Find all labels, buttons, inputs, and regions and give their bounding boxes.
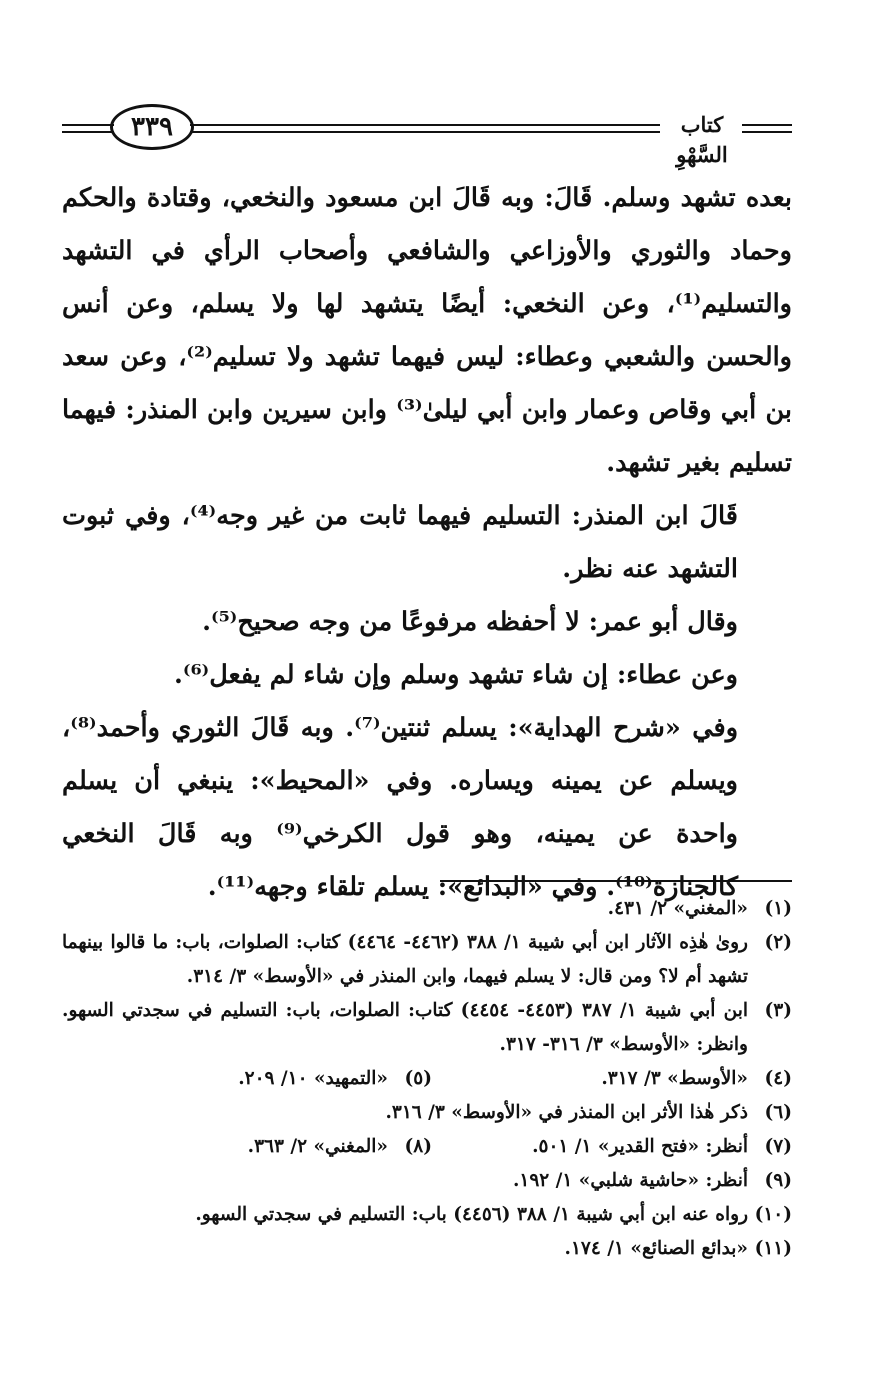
footnote-row — [62, 1062, 792, 1096]
footnote-text: أنظر: «فتح القدير» ١/ ٥٠١. — [532, 1136, 748, 1157]
footnote-number: (١١) — [754, 1238, 792, 1259]
footnote-number: (١) — [764, 898, 792, 919]
header-rule — [62, 131, 114, 133]
footnote-text: «التمهيد» ١٠/ ٢٠٩. — [238, 1068, 388, 1089]
header-rule — [190, 124, 660, 126]
paragraph — [62, 490, 792, 596]
footnote — [62, 1164, 792, 1198]
text-line: والحسن والشعبي وعطاء: ليس فيهما تشهد ولا تسليم⁽²⁾، وعن سعد — [62, 342, 792, 372]
footnote-number: (٥) — [404, 1068, 432, 1089]
paragraph — [62, 172, 792, 490]
footnote — [72, 1130, 432, 1164]
footnote — [432, 1130, 792, 1164]
footnote — [432, 1062, 792, 1096]
footnote — [62, 1232, 792, 1266]
main-text — [62, 172, 792, 914]
footnote-text: ابن أبي شيبة ١/ ٣٨٧ (٤٤٥٣- ٤٤٥٤) كتاب: الصلوات، باب: التسليم في سجدتي السهو. وانظر: «الأوسط» ٣/ ٣١٦- ٣١٧. — [62, 1000, 748, 1055]
text-line: والتسليم⁽¹⁾، وعن النخعي: أيضًا يتشهد لها ولا يسلم، وعن أنس — [62, 289, 792, 319]
footnote-number: (٢) — [764, 932, 792, 953]
footnote-number: (٩) — [764, 1170, 792, 1191]
footnote-separator — [440, 880, 792, 882]
footnote-number: (٧) — [764, 1136, 792, 1157]
footnote-text: «بدائع الصنائع» ١/ ١٧٤. — [564, 1238, 748, 1259]
footnote-text: رواه عنه ابن أبي شيبة ١/ ٣٨٨ (٤٤٥٦) باب: التسليم في سجدتي السهو. — [195, 1204, 748, 1225]
text-line: وحماد والثوري والأوزاعي والشافعي وأصحاب الرأي في التشهد — [62, 236, 792, 266]
footnote — [62, 892, 792, 926]
text-line: فيهما تسليم بغير تشهد. — [62, 395, 792, 478]
footnote-number: (١٠) — [754, 1204, 792, 1225]
footnote-number: (٦) — [764, 1102, 792, 1123]
header-rule — [190, 131, 660, 133]
footnote-row — [62, 1130, 792, 1164]
paragraph: وعن عطاء: إن شاء تشهد وسلم وإن شاء لم يفعل⁽⁶⁾. — [173, 660, 738, 690]
footnote — [62, 926, 792, 994]
footnote-text: أنظر: «حاشية شلبي» ١/ ١٩٢. — [512, 1170, 748, 1191]
text-line: قَالَ ابن المنذر: التسليم فيهما ثابت من غير وجه⁽⁴⁾، وفي ثبوت — [62, 501, 738, 531]
footnote-text: «المغني» ٢/ ٤٣١. — [607, 898, 748, 919]
text-line: ويسلم عن يمينه ويساره. وفي «المحيط»: ينبغي أن يسلم واحدة عن — [62, 766, 738, 849]
text-line: «البدائع»: يسلم تلقاء وجهه⁽¹¹⁾. — [207, 872, 543, 902]
header-rule — [742, 131, 792, 133]
text-line: بعده تشهد وسلم. قَالَ: وبه قَالَ ابن مسعود والنخعي، وقتادة والحكم — [62, 183, 792, 213]
footnote — [62, 1096, 792, 1130]
footnote-number: (٤) — [764, 1068, 792, 1089]
text-line: بن أبي وقاص وعمار وابن أبي ليلىٰ⁽³⁾ وابن سيرين وابن المنذر: — [125, 395, 792, 425]
footnote — [62, 994, 792, 1062]
paragraph: وقال أبو عمر: لا أحفظه مرفوعًا من وجه صحيح⁽⁵⁾. — [202, 607, 738, 637]
footnote-text: ذكر هٰذا الأثر ابن المنذر في «الأوسط» ٣/ ٣١٦. — [385, 1102, 748, 1123]
text-line: يمينه، وهو قول الكرخي⁽⁹⁾ وبه قَالَ النخعي كالجنازة⁽¹⁰⁾. وفي — [62, 819, 738, 902]
footnote-number: (٣) — [764, 1000, 792, 1021]
text-line: التشهد عنه نظر. — [562, 554, 738, 584]
header-rule — [742, 124, 792, 126]
footnotes — [62, 892, 792, 1266]
footnote-text: «الأوسط» ٣/ ٣١٧. — [601, 1068, 748, 1089]
header-rule — [62, 124, 114, 126]
footnote — [62, 1198, 792, 1232]
page-number: ٣٣٩ — [110, 104, 194, 150]
footnote-text: روىٰ هٰذِه الآثار ابن أبي شيبة ١/ ٣٨٨ (٤٤٦٢- ٤٤٦٤) كتاب: الصلوات، باب: ما قالوا بينهما تشهد أم لا؟ ومن قال: لا يسلم فيهما، وابن المنذر في «الأوسط» ٣/ ٣١٤. — [62, 932, 748, 987]
running-header — [62, 98, 792, 167]
footnote-number: (٨) — [404, 1136, 432, 1157]
footnote-text: «المغني» ٢/ ٣٦٣. — [247, 1136, 388, 1157]
paragraph — [62, 702, 792, 914]
text-line: وفي «شرح الهداية»: يسلم ثنتين⁽⁷⁾. وبه قَالَ الثوري وأحمد⁽⁸⁾، — [62, 713, 739, 743]
footnote — [72, 1062, 432, 1096]
book-title: كتاب السَّهْوِ — [676, 112, 728, 167]
